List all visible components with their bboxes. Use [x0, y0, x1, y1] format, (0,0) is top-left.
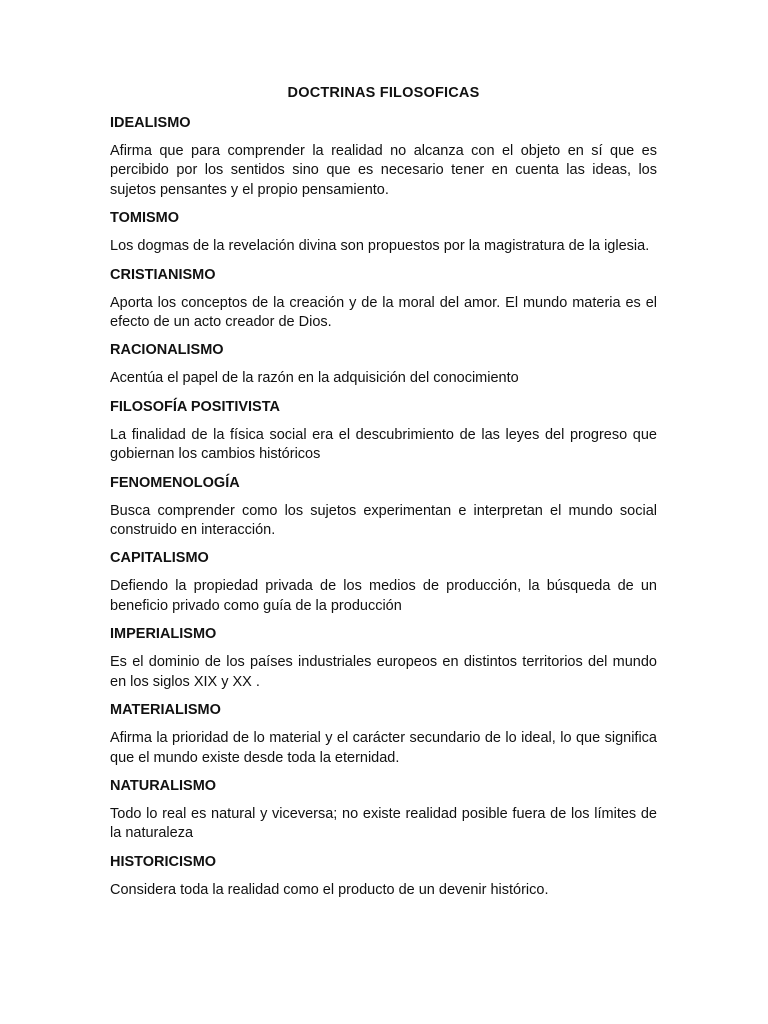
- section-heading: HISTORICISMO: [110, 853, 217, 870]
- section-text: Es el dominio de los países industriales europeos en distintos territorios del mundo en los siglos XIX y XX .: [110, 654, 657, 690]
- section-heading: FENOMENOLOGÍA: [110, 474, 240, 491]
- section-naturalismo: [110, 777, 657, 844]
- section-cristianismo: [110, 266, 657, 333]
- section-text: Acentúa el papel de la razón en la adquisición del conocimiento: [110, 370, 519, 387]
- section-text: Afirma la prioridad de lo material y el carácter secundario de lo ideal, lo que significa que el mundo existe desde toda la eternidad.: [110, 730, 657, 766]
- section-imperialismo: [110, 625, 657, 692]
- section-text: Afirma que para comprender la realidad no alcanza con el objeto en sí que es percibido por los sentidos sino que es necesario tener en cuenta las ideas, los sujetos pensantes y el propio pensamiento.: [110, 143, 657, 198]
- section-text: Busca comprender como los sujetos experimentan e interpretan el mundo social construido en interacción.: [110, 502, 657, 539]
- section-heading: IDEALISMO: [110, 115, 191, 131]
- section-capitalismo: [110, 549, 657, 616]
- section-racionalismo: [110, 341, 657, 388]
- section-historicismo: [110, 853, 657, 900]
- section-heading: CRISTIANISMO: [110, 266, 216, 283]
- section-heading: RACIONALISMO: [110, 342, 224, 359]
- document-title: DOCTRINAS FILOSOFICAS: [287, 85, 480, 101]
- section-heading: CAPITALISMO: [110, 550, 209, 567]
- section-heading: MATERIALISMO: [110, 702, 221, 719]
- section-heading: IMPERIALISMO: [110, 626, 217, 643]
- section-materialismo: [110, 701, 657, 768]
- section-text: Defiendo la propiedad privada de los medios de producción, la búsqueda de un beneficio privado como guía de la producción: [110, 578, 657, 614]
- section-idealismo: [110, 114, 657, 200]
- section-heading: FILOSOFÍA POSITIVISTA: [110, 398, 280, 415]
- document-page: [110, 84, 657, 909]
- section-filosofia-positivista: [110, 398, 657, 465]
- section-text: La finalidad de la física social era el descubrimiento de las leyes del progreso que gobiernan los cambios históricos: [110, 426, 657, 463]
- section-heading: TOMISMO: [110, 210, 180, 227]
- section-tomismo: [110, 209, 657, 256]
- section-text: Considera toda la realidad como el producto de un devenir histórico.: [110, 881, 549, 898]
- section-text: Todo lo real es natural y viceversa; no existe realidad posible fuera de los límites de la naturaleza: [110, 805, 657, 842]
- section-text: Aporta los conceptos de la creación y de la moral del amor. El mundo materia es el efecto de un acto creador de Dios.: [110, 294, 657, 331]
- section-heading: NATURALISMO: [110, 777, 217, 794]
- section-fenomenologia: [110, 474, 657, 541]
- section-text: Los dogmas de la revelación divina son propuestos por la magistratura de la iglesia.: [110, 238, 650, 255]
